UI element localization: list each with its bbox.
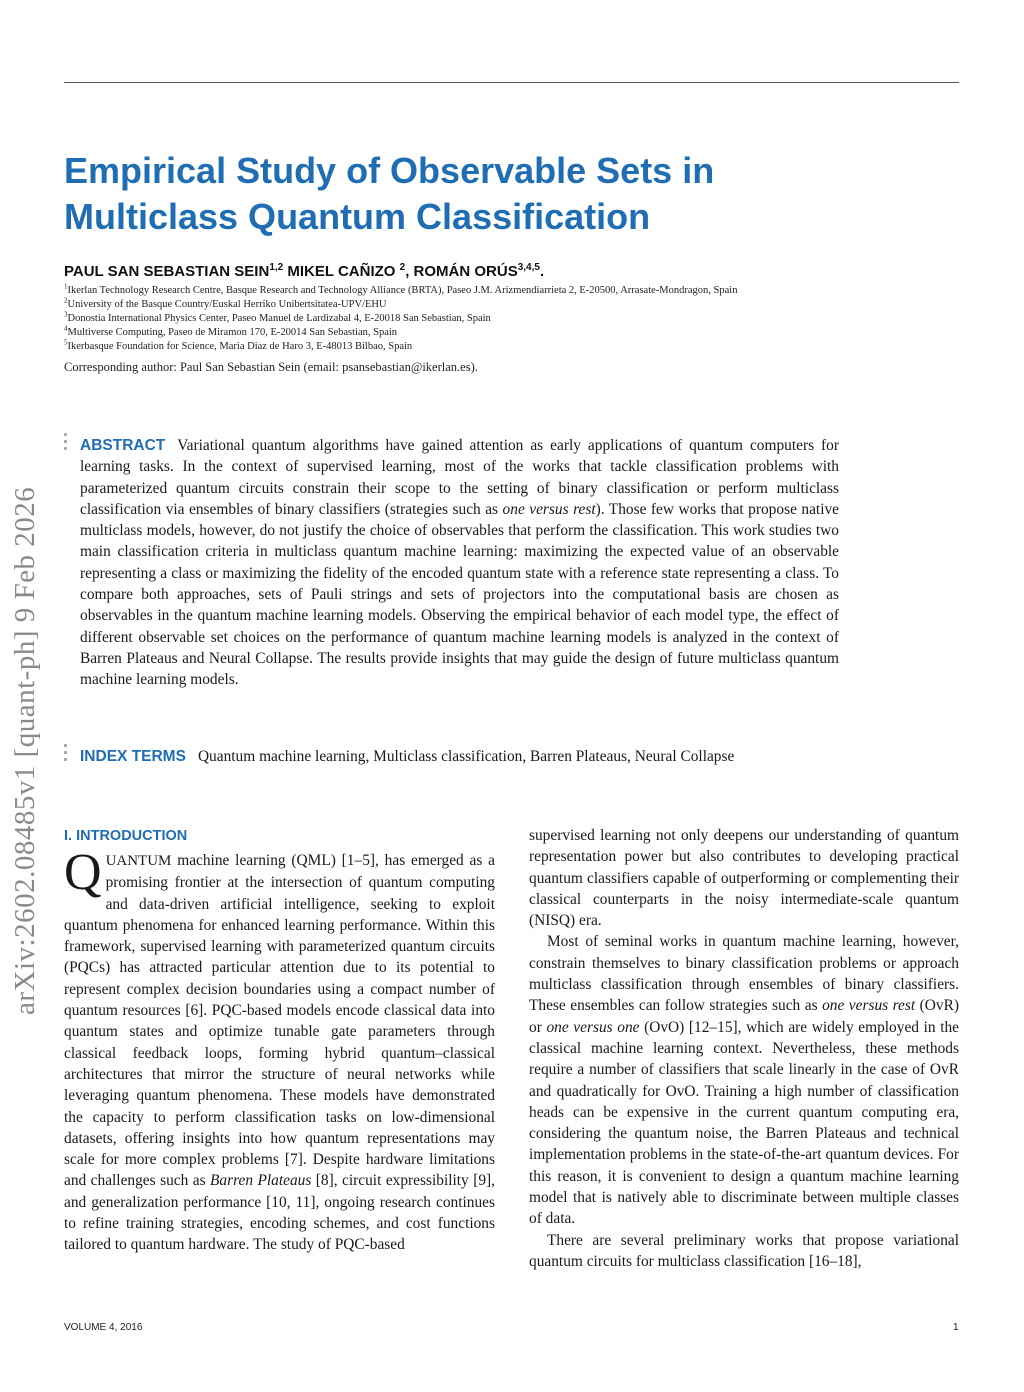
- index-terms-heading: INDEX TERMS: [80, 748, 186, 765]
- intro-paragraph: QUANTUM machine learning (QML) [1–5], has emerged as a promising frontier at the intersection of quantum computing and data-driven artificial intelligence, seeking to exploit quantum phenomena for enhanced learning performance. Within this framework, supervised learning with parameterized quantum circuits (PQCs) has attracted particular attention due to its potential to represent complex decision boundaries using a compact number of quantum resources [6]. PQC-based models encode classical data into quantum states and optimize tunable gate parameters through classical feedback loops, forming hybrid quantum–classical architectures that mirror the structure of neural networks while leveraging quantum phenomena. These models have demonstrated the capacity to perform classification tasks on low-dimensional datasets, offering insights into how quantum representations may scale for more complex problems [7]. Despite hardware limitations and challenges such as Barren Plateaus [8], circuit expressibility [9], and generalization performance [10, 11], ongoing research continues to refine training strategies, encoding schemes, and cost functions tailored to quantum hardware. The study of PQC-based: [64, 844, 495, 1254]
- intro-first-word: UANTUM: [105, 853, 172, 869]
- abstract-text: ). Those few works that propose native multiclass models, however, do not justify the choice of observables that perform the classification. This work studies two main classification criteria in multiclass quantum machine learning: maximizing the expected value of an observable representing a class or maximizing the fidelity of the encoded quantum state with a reference state representing a class. To compare both approaches, sets of Pauli strings and sets of projectors into the computational basis are chosen as observables in the quantum machine learning models. Observing the empirical behavior of each model type, the effect of different observable set choices on the performance of quantum machine learning models is analyzed in the context of Barren Plateaus and Neural Collapse. The results provide insights that may guide the design of future multiclass quantum machine learning models.: [80, 500, 839, 689]
- abstract: [80, 435, 839, 691]
- author-name: MIKEL CAÑIZO: [287, 263, 396, 280]
- title-line-1: Empirical Study of Observable Sets in: [64, 150, 715, 191]
- abstract-marker: [64, 433, 68, 454]
- arxiv-stamp: arXiv:2602.08485v1 [quant-ph] 9 Feb 2026: [9, 486, 41, 1015]
- footer-page-number: 1: [953, 1322, 959, 1333]
- left-column: [64, 844, 495, 1256]
- abstract-heading: ABSTRACT: [80, 437, 166, 454]
- intro-emphasis: Barren Plateaus: [210, 1172, 312, 1190]
- affiliation: $^3$Donostia International Physics Center, Paseo Manuel de Lardizabal 4, E-20018 San Sebastian, Spain: [64, 310, 491, 324]
- header-rule: [64, 82, 959, 83]
- intro-paragraph: supervised learning not only deepens our understanding of quantum representation power but also contributes to developing practical quantum classifiers capable of outperforming or complementing their classical counterparts in the noisy intermediate-scale quantum (NISQ) era.: [529, 827, 959, 930]
- intro-paragraph: Most of seminal works in quantum machine learning, however, constrain themselves to binary classification problems or approach multiclass classification through ensembles of binary classifiers. These ensembles can follow strategies such as one versus rest (OvR) or one versus one (OvO) [12–15], which are widely employed in the classical machine learning context. Nevertheless, these methods require a number of classifiers that scale linearly in the case of OvR and quadratically for OvO. Training a high number of classification heads can be expensive in the current quantum computing era, considering the quantum noise, the Barren Plateaus and technical implementation problems in the state-of-the-art quantum devices. For this reason, it is convenient to design a quantum machine learning model that is natively able to discriminate between multiple classes of data.: [529, 933, 959, 1228]
- title-line-2: Multiclass Quantum Classification: [64, 196, 651, 237]
- author-affil-sup: 1,2: [269, 262, 284, 273]
- corresponding-author: Corresponding author: Paul San Sebastian Sein (email: psansebastian@ikerlan.es).: [64, 360, 478, 374]
- author-name: PAUL SAN SEBASTIAN SEIN: [64, 263, 270, 280]
- intro-paragraph: There are several preliminary works that propose variational quantum circuits for multiclass classification [16–18],: [529, 1231, 959, 1270]
- index-terms: [80, 746, 880, 767]
- index-terms-marker: [64, 744, 68, 765]
- author-list: PAUL SAN SEBASTIAN SEIN$^{1,2}$ MIKEL CAÑIZO $^2$, ROMÁN ORÚS$^{3,4,5}$.: [64, 262, 545, 280]
- footer-volume: VOLUME 4, 2016: [64, 1322, 143, 1333]
- affiliation: $^5$Ikerbasque Foundation for Science, Maria Diaz de Haro 3, E-48013 Bilbao, Spain: [64, 338, 413, 352]
- affiliation: $^4$Multiverse Computing, Paseo de Miramon 170, E-20014 San Sebastian, Spain: [64, 324, 398, 338]
- paper-title: [64, 148, 944, 240]
- section-heading-introduction: I. INTRODUCTION: [64, 828, 188, 844]
- author-affil-sup: 2: [399, 262, 406, 273]
- affiliation: $^1$Ikerlan Technology Research Centre, Basque Research and Technology Alliance (BRTA), Paseo J.M. Arizmendiarrieta 2, E-20500, Arrasate-Mondragon, Spain: [64, 282, 738, 296]
- author-name: ROMÁN ORÚS: [413, 263, 518, 280]
- abstract-emphasis: one versus rest: [502, 500, 596, 518]
- index-terms-text: Quantum machine learning, Multiclass classification, Barren Plateaus, Neural Collapse: [197, 748, 735, 765]
- affiliations: [64, 284, 964, 354]
- right-column: [529, 825, 959, 1272]
- affiliation: $^2$University of the Basque Country/Euskal Herriko Unibertsitatea-UPV/EHU: [64, 296, 387, 310]
- author-affil-sup: 3,4,5: [517, 262, 540, 273]
- abstract-text: Variational quantum algorithms have gained attention as early applications of quantum computers for learning tasks. In the context of supervised learning, most of the works that tackle classification problems with parameterized quantum circuits constrain their scope to the setting of binary classification or perform multiclass classification via ensembles of binary classifiers (strategies such as: [80, 437, 839, 518]
- drop-cap: Q: [64, 844, 102, 901]
